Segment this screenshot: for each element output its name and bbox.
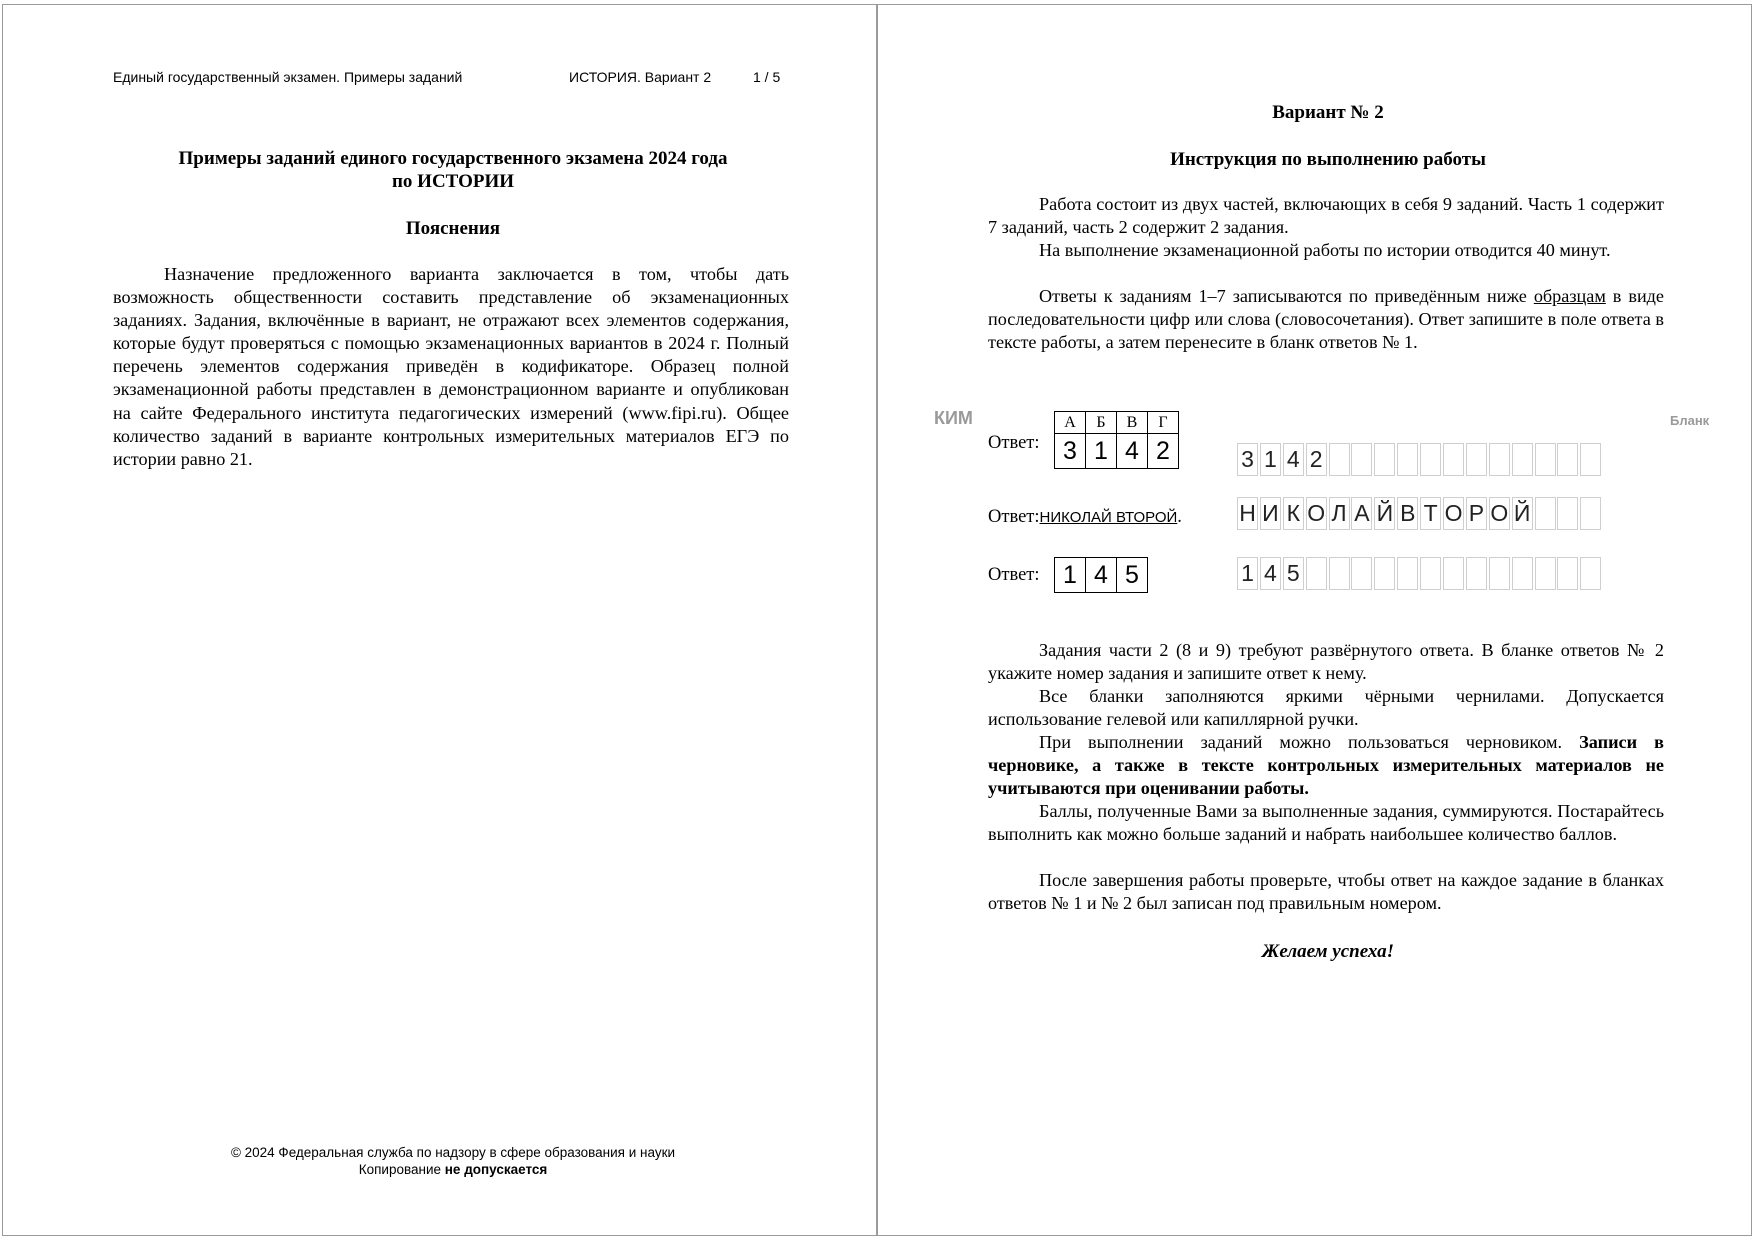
kim-answer-table-1: [1054, 411, 1179, 469]
kim-digit-cell: 5: [1117, 558, 1148, 593]
page-title-line2: по ИСТОРИИ: [391, 171, 515, 192]
header-exam-name: Единый государственный экзамен. Примеры заданий: [113, 69, 463, 85]
blank-cell: [1535, 557, 1556, 590]
kim-header-cell: В: [1117, 412, 1148, 434]
blank-cell: [1580, 557, 1601, 590]
blank-cell: 2: [1306, 443, 1327, 476]
samples-link[interactable]: образцам: [1533, 286, 1606, 306]
blank-cell: 4: [1283, 443, 1304, 476]
closing-wish: Желаем успеха!: [1261, 941, 1395, 962]
blank-cell: В: [1397, 497, 1418, 530]
kim-digit-cell: 1: [1086, 434, 1117, 469]
blank-cell: 5: [1283, 557, 1304, 590]
blank-cell: О: [1489, 497, 1510, 530]
blank-cell: [1535, 443, 1556, 476]
kim-digit-cell: 1: [1055, 558, 1086, 593]
blank-cell: [1580, 443, 1601, 476]
blank-cell: [1443, 443, 1464, 476]
blank-cell: 1: [1260, 443, 1281, 476]
blank-cell: [1397, 443, 1418, 476]
blank-cell: [1397, 557, 1418, 590]
answer-label-1: Ответ:: [988, 433, 1040, 453]
blank-cell: [1351, 557, 1372, 590]
instruction-para-7: Баллы, полученные Вами за выполненные задания, суммируются. Постарайтесь выполнить как можно больше заданий и набрать наибольшее количество баллов.: [988, 801, 1664, 845]
para3-after-link: в виде последовательности цифр или слова (словосочетания). Ответ запишите в поле ответа в тексте работы, а затем перенесите в бланк ответов № 1.: [988, 286, 1664, 353]
blank-cell: [1420, 443, 1441, 476]
kim-header-cell: Б: [1086, 412, 1117, 434]
para6-normal: При выполнении заданий можно пользоваться черновиком.: [1039, 732, 1563, 752]
blank-cell: [1512, 443, 1533, 476]
footer-copy-prefix: Копирование: [358, 1162, 442, 1177]
blank-cell: [1329, 557, 1350, 590]
blank-answer-row-1: [1237, 443, 1603, 476]
blank-label: Бланк: [1670, 413, 1710, 428]
explanation-paragraph: Назначение предложенного варианта заключается в том, чтобы дать возможность общественности составить представление об экзаменационных заданиях. Задания, включённые в вариант, не отражают всех элементов содержания, которые будут проверяться с помощью экзаменационных вариантов в 2024 г. Полный перечень элементов содержания приведён в кодификаторе. Образец полной экзаменационной работы представлен в демонстрационном варианте и опубликован на сайте Федерального института педагогических измерений (www.fipi.ru). Общее количество заданий в варианте контрольных измерительных материалов ЕГЭ по истории равно 21.: [113, 264, 789, 469]
kim-digit-cell: 4: [1086, 558, 1117, 593]
blank-cell: [1443, 557, 1464, 590]
blank-cell: Р: [1466, 497, 1487, 530]
instruction-para-6: [988, 731, 1664, 800]
answer-period: .: [1177, 507, 1182, 527]
instruction-para-3: [988, 285, 1664, 354]
kim-digit-row: [1055, 558, 1148, 593]
blank-cell: [1466, 443, 1487, 476]
instruction-para-4: Задания части 2 (8 и 9) требуют развёрнутого ответа. В бланке ответов № 2 укажите номер задания и запишите ответ к нему.: [988, 640, 1664, 684]
blank-cell: Й: [1374, 497, 1395, 530]
left-page: [2, 4, 877, 1236]
instruction-para-2: На выполнение экзаменационной работы по истории отводится 40 минут.: [1039, 240, 1611, 260]
kim-header-row: [1055, 412, 1179, 434]
blank-cell: [1557, 443, 1578, 476]
footer-copy-bold: не допускается: [444, 1162, 548, 1177]
footer: [113, 1144, 793, 1178]
kim-answer-table-3: [1054, 557, 1148, 593]
blank-cell: [1329, 443, 1350, 476]
blank-cell: [1374, 443, 1395, 476]
para6-bold: Записи в черновике, а также в тексте контрольных измерительных материалов не учитываются при оценивании работы.: [988, 732, 1664, 799]
blank-answer-row-3: [1237, 557, 1603, 590]
blank-cell: Л: [1329, 497, 1350, 530]
handwritten-answer: НИКОЛАЙ ВТОРОЙ: [1039, 509, 1178, 526]
instruction-heading: Инструкция по выполнению работы: [1170, 149, 1486, 170]
kim-label: КИМ: [934, 408, 973, 428]
right-page: [877, 4, 1752, 1236]
blank-cell: Т: [1420, 497, 1441, 530]
blank-cell: Н: [1237, 497, 1258, 530]
blank-cell: [1512, 557, 1533, 590]
kim-digit-cell: 4: [1117, 434, 1148, 469]
blank-cell: [1557, 497, 1578, 530]
page-title-line1: Примеры заданий единого государственного экзамена 2024 года: [178, 148, 728, 169]
footer-copyright: © 2024 Федеральная служба по надзору в сфере образования и науки: [230, 1145, 676, 1160]
kim-digit-cell: 2: [1148, 434, 1179, 469]
blank-cell: К: [1283, 497, 1304, 530]
blank-cell: [1306, 557, 1327, 590]
blank-cell: А: [1351, 497, 1372, 530]
kim-header-cell: А: [1055, 412, 1086, 434]
page-title: [113, 147, 793, 193]
section-heading: Пояснения: [405, 218, 501, 239]
blank-cell: [1420, 557, 1441, 590]
blank-cell: 1: [1237, 557, 1258, 590]
instruction-para-8: После завершения работы проверьте, чтобы ответ на каждое задание в бланках ответов № 1 и № 2 был записан под правильным номером.: [988, 870, 1664, 914]
blank-cell: О: [1306, 497, 1327, 530]
blank-cell: [1580, 497, 1601, 530]
kim-digit-row: [1055, 434, 1179, 469]
kim-digit-cell: 3: [1055, 434, 1086, 469]
blank-cell: [1489, 557, 1510, 590]
variant-title: Вариант № 2: [1272, 102, 1384, 123]
blank-answer-row-2: [1237, 497, 1603, 530]
blank-cell: О: [1443, 497, 1464, 530]
blank-cell: 4: [1260, 557, 1281, 590]
blank-cell: [1374, 557, 1395, 590]
kim-header-cell: Г: [1148, 412, 1179, 434]
blank-cell: 3: [1237, 443, 1258, 476]
answer-label-3: Ответ:: [988, 565, 1040, 585]
answer-label-2: [988, 507, 1182, 528]
footer-copy-notice: [113, 1161, 793, 1178]
blank-cell: [1557, 557, 1578, 590]
instruction-para-1: Работа состоит из двух частей, включающих в себя 9 заданий. Часть 1 содержит 7 заданий, часть 2 содержит 2 задания.: [988, 194, 1664, 238]
blank-cell: [1489, 443, 1510, 476]
answer-label-text: Ответ:: [988, 507, 1040, 527]
instruction-para-5: Все бланки заполняются яркими чёрными чернилами. Допускается использование гелевой или капиллярной ручки.: [988, 686, 1664, 730]
blank-cell: Й: [1512, 497, 1533, 530]
header-page-number: 1 / 5: [753, 69, 781, 85]
blank-cell: [1351, 443, 1372, 476]
blank-cell: [1535, 497, 1556, 530]
blank-cell: И: [1260, 497, 1281, 530]
blank-cell: [1466, 557, 1487, 590]
para3-before-link: Ответы к заданиям 1–7 записываются по приведённым ниже: [1039, 286, 1527, 306]
header-subject-variant: ИСТОРИЯ. Вариант 2: [569, 69, 712, 85]
